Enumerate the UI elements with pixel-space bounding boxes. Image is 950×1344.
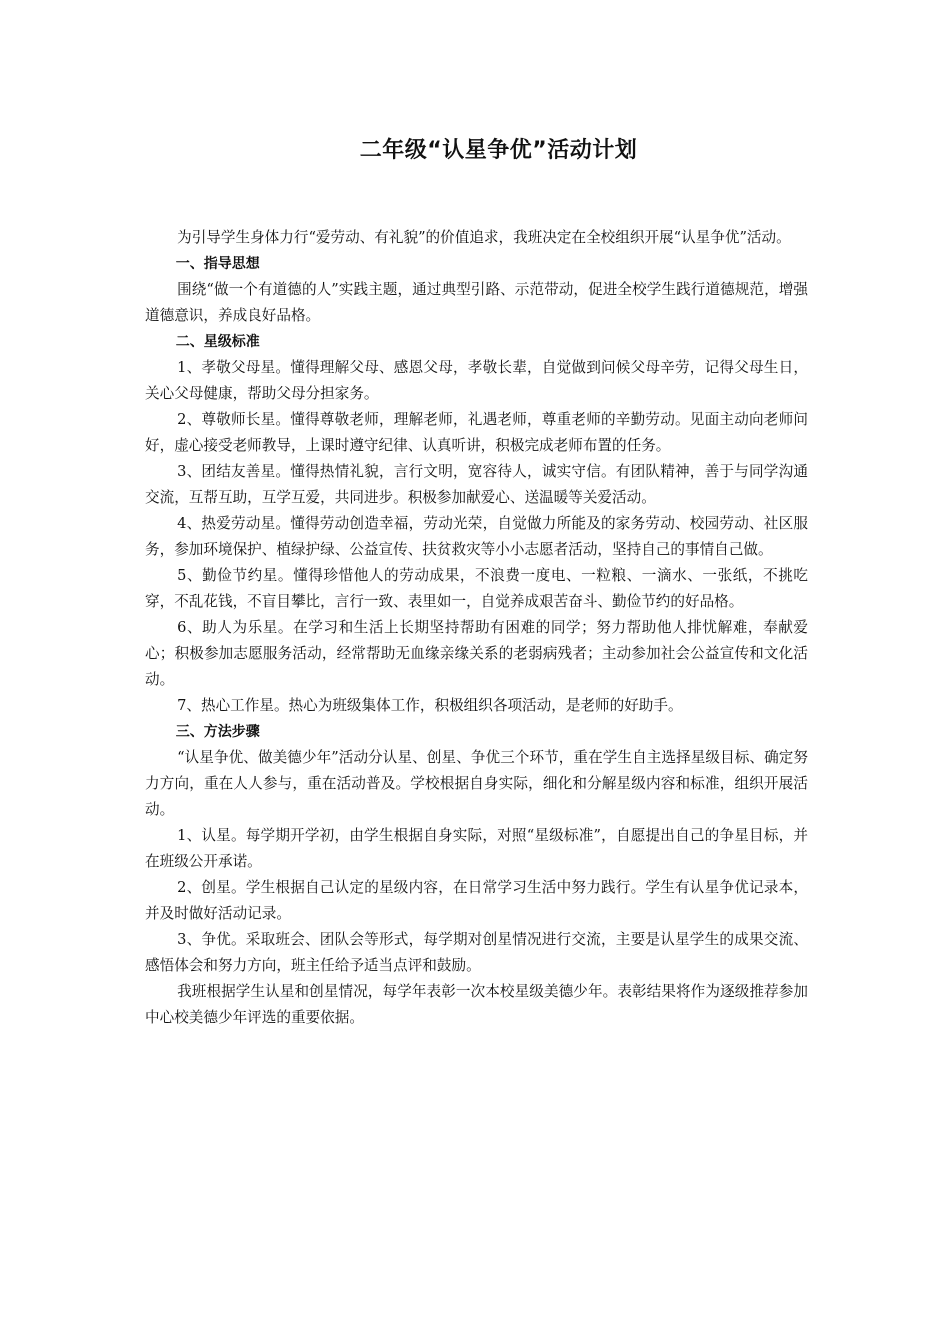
paragraph-star-filial: 1、孝敬父母星。懂得理解父母、感恩父母，孝敬长辈，自觉做到问候父母辛劳，记得父母生日，关心父母健康，帮助父母分担家务。	[145, 359, 808, 402]
section-heading-method-steps: 三、方法步骤	[175, 724, 260, 740]
paragraph-method-recognize: 1、认星。每学期开学初，由学生根据自身实际，对照“星级标准”，自愿提出自己的争星目标，并在班级公开承诺。	[145, 827, 808, 870]
paragraph-method-compete: 3、争优。采取班会、团队会等形式，每学期对创星情况进行交流，主要是认星学生的成果交流、感悟体会和努力方向，班主任给予适当点评和鼓励。	[145, 931, 808, 974]
section-heading-guiding-ideology: 一、指导思想	[175, 256, 260, 272]
paragraph-method-overview: “认星争优、做美德少年”活动分认星、创星、争优三个环节，重在学生自主选择星级目标、确定努力方向，重在人人参与，重在活动普及。学校根据自身实际，细化和分解星级内容和标准，组织开展活动。	[145, 749, 808, 818]
paragraph-star-respect-teachers: 2、尊敬师长星。懂得尊敬老师，理解老师，礼遇老师，尊重老师的辛勤劳动。见面主动向老师问好，虚心接受老师教导，上课时遵守纪律、认真听讲，积极完成老师布置的任务。	[145, 411, 808, 454]
document-page	[145, 0, 808, 1031]
document-title: 二年级“认星争优”活动计划	[359, 138, 638, 163]
paragraph-star-thrift: 5、勤俭节约星。懂得珍惜他人的劳动成果，不浪费一度电、一粒粮、一滴水、一张纸，不挑吃穿，不乱花钱，不盲目攀比，言行一致、表里如一，自觉养成艰苦奋斗、勤俭节约的好品格。	[145, 567, 808, 610]
paragraph-star-helping: 6、助人为乐星。在学习和生活上长期坚持帮助有困难的同学；努力帮助他人排忧解难，奉献爱心；积极参加志愿服务活动，经常帮助无血缘亲缘关系的老弱病残者；主动参加社会公益宣传和文化活动。	[145, 619, 808, 688]
document-body	[145, 225, 808, 1031]
paragraph-method-create: 2、创星。学生根据自己认定的星级内容，在日常学习生活中努力践行。学生有认星争优记录本，并及时做好活动记录。	[145, 879, 808, 922]
intro-paragraph: 为引导学生身体力行“爱劳动、有礼貌”的价值追求，我班决定在全校组织开展“认星争优”活动。	[177, 229, 791, 246]
section-heading-star-standards: 二、星级标准	[175, 334, 260, 350]
paragraph-closing: 我班根据学生认星和创星情况，每学年表彰一次本校星级美德少年。表彰结果将作为逐级推荐参加中心校美德少年评选的重要依据。	[145, 983, 808, 1026]
paragraph-star-work: 7、热心工作星。热心为班级集体工作，积极组织各项活动，是老师的好助手。	[177, 697, 683, 714]
paragraph-guiding-ideology: 围绕“做一个有道德的人”实践主题，通过典型引路、示范带动，促进全校学生践行道德规范，增强道德意识，养成良好品格。	[145, 281, 808, 324]
paragraph-star-unity: 3、团结友善星。懂得热情礼貌，言行文明，宽容待人，诚实守信。有团队精神，善于与同学沟通交流，互帮互助，互学互爱，共同进步。积极参加献爱心、送温暖等关爱活动。	[145, 463, 808, 506]
paragraph-star-labor: 4、热爱劳动星。懂得劳动创造幸福，劳动光荣，自觉做力所能及的家务劳动、校园劳动、社区服务，参加环境保护、植绿护绿、公益宣传、扶贫救灾等小小志愿者活动，坚持自己的事情自己做。	[145, 515, 808, 558]
